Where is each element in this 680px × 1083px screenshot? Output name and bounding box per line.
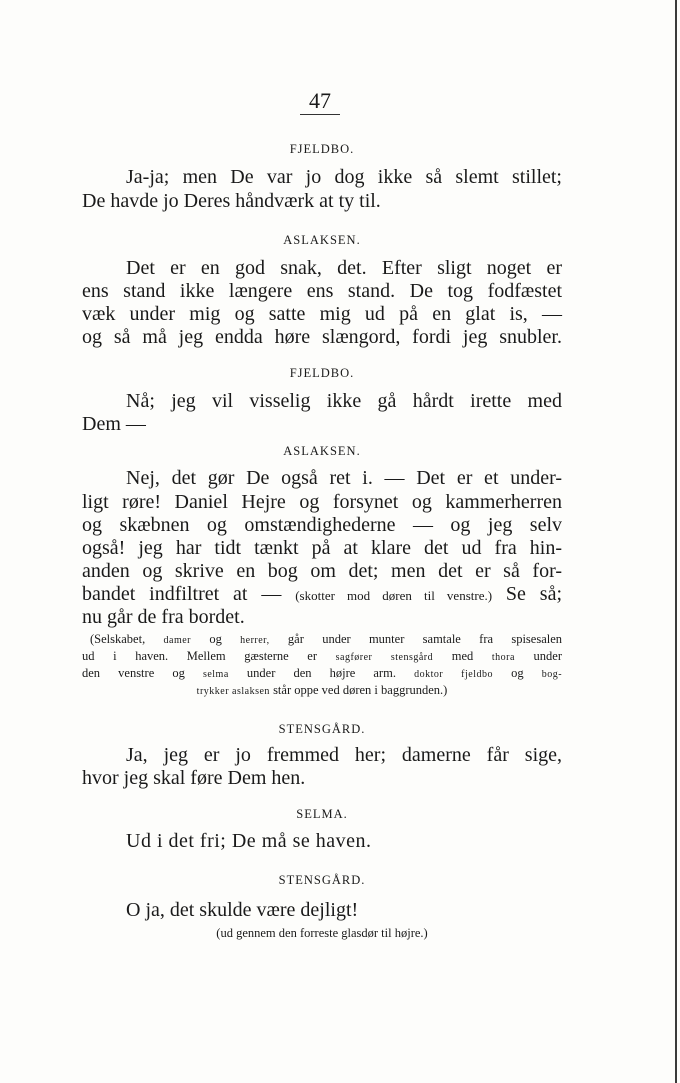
stage-direction-line bbox=[82, 665, 562, 683]
text-span: selma bbox=[202, 669, 229, 680]
text-line: og skæbnen og omstændighederne — og jeg selv bbox=[82, 514, 562, 536]
page-number: 47 bbox=[300, 88, 340, 115]
stage-direction-inline: (skotter mod døren til venstre.) bbox=[295, 588, 493, 603]
text-span: trykker aslaksen bbox=[196, 686, 270, 697]
text-span: under bbox=[533, 649, 563, 663]
speaker-selma: SELMA. bbox=[296, 807, 348, 821]
text-line: anden og skrive en bog om det; men det er så for- bbox=[82, 560, 562, 582]
text-span: Se så; bbox=[505, 583, 563, 605]
text-span: står oppe ved døren i baggrunden.) bbox=[273, 683, 448, 697]
stage-direction-line: (ud gennem den forreste glasdør til højre.) bbox=[216, 926, 428, 940]
text-span: og bbox=[209, 632, 222, 646]
text-span: sagfører stensgård bbox=[335, 652, 434, 663]
text-line: Nej, det gør De også ret i. — Det er et under- bbox=[126, 467, 562, 489]
speaker-stensgard: STENSGÅRD. bbox=[278, 722, 366, 736]
text-line: Ja, jeg er jo fremmed her; damerne får sige, bbox=[126, 744, 562, 766]
text-line: også! jeg har tidt tænkt på at klare det ud fra hin- bbox=[82, 537, 562, 559]
text-span: med bbox=[451, 649, 474, 663]
text-line: Dem — bbox=[82, 413, 146, 435]
text-span: doktor fjeldbo bbox=[414, 669, 493, 680]
text-line: hvor jeg skal føre Dem hen. bbox=[82, 767, 306, 789]
text-line: og så må jeg endda høre slængord, fordi jeg snubler. bbox=[82, 326, 562, 348]
text-line: væk under mig og satte mig ud på en glat is, — bbox=[82, 303, 562, 325]
stage-direction-line bbox=[82, 682, 562, 700]
text-span: herrer, bbox=[240, 635, 270, 646]
text-line: Ud i det fri; De må se haven. bbox=[126, 830, 372, 852]
text-span: går under munter samtale fra spisesalen bbox=[287, 632, 563, 646]
page-edge bbox=[675, 0, 677, 1083]
stage-direction-line bbox=[90, 631, 562, 649]
text-span: (Selskabet, bbox=[90, 632, 146, 646]
text-span: og bbox=[511, 666, 524, 680]
text-line: O ja, det skulde være dejligt! bbox=[126, 899, 359, 921]
speaker-fjeldbo: FJELDBO. bbox=[289, 366, 355, 380]
text-line: Ja-ja; men De var jo dog ikke så slemt stillet; bbox=[126, 166, 562, 188]
text-line: ens stand ikke længere ens stand. De tog fodfæstet bbox=[82, 280, 562, 302]
text-span: under den højre arm. bbox=[246, 666, 396, 680]
text-span: bog- bbox=[541, 669, 563, 680]
text-line: De havde jo Deres håndværk at ty til. bbox=[82, 190, 381, 212]
speaker-aslaksen: ASLAKSEN. bbox=[283, 444, 361, 458]
text-span: thora bbox=[491, 652, 515, 663]
text-line: Det er en god snak, det. Efter sligt noget er bbox=[126, 257, 562, 279]
stage-direction-line bbox=[82, 648, 562, 666]
text-line: Nå; jeg vil visselig ikke gå hårdt irette med bbox=[126, 390, 562, 412]
speaker-stensgard: STENSGÅRD. bbox=[278, 873, 366, 887]
text-line: nu går de fra bordet. bbox=[82, 606, 245, 628]
speaker-fjeldbo: FJELDBO. bbox=[289, 142, 355, 156]
text-span: ud i haven. Mellem gæsterne er bbox=[82, 649, 318, 663]
text-line: ligt røre! Daniel Hejre og forsynet og kammerherren bbox=[82, 491, 562, 513]
text-span: bandet indfiltret at — bbox=[82, 583, 282, 605]
text-span: damer bbox=[163, 635, 192, 646]
speaker-aslaksen: ASLAKSEN. bbox=[283, 233, 361, 247]
text-span: den venstre og bbox=[82, 666, 185, 680]
